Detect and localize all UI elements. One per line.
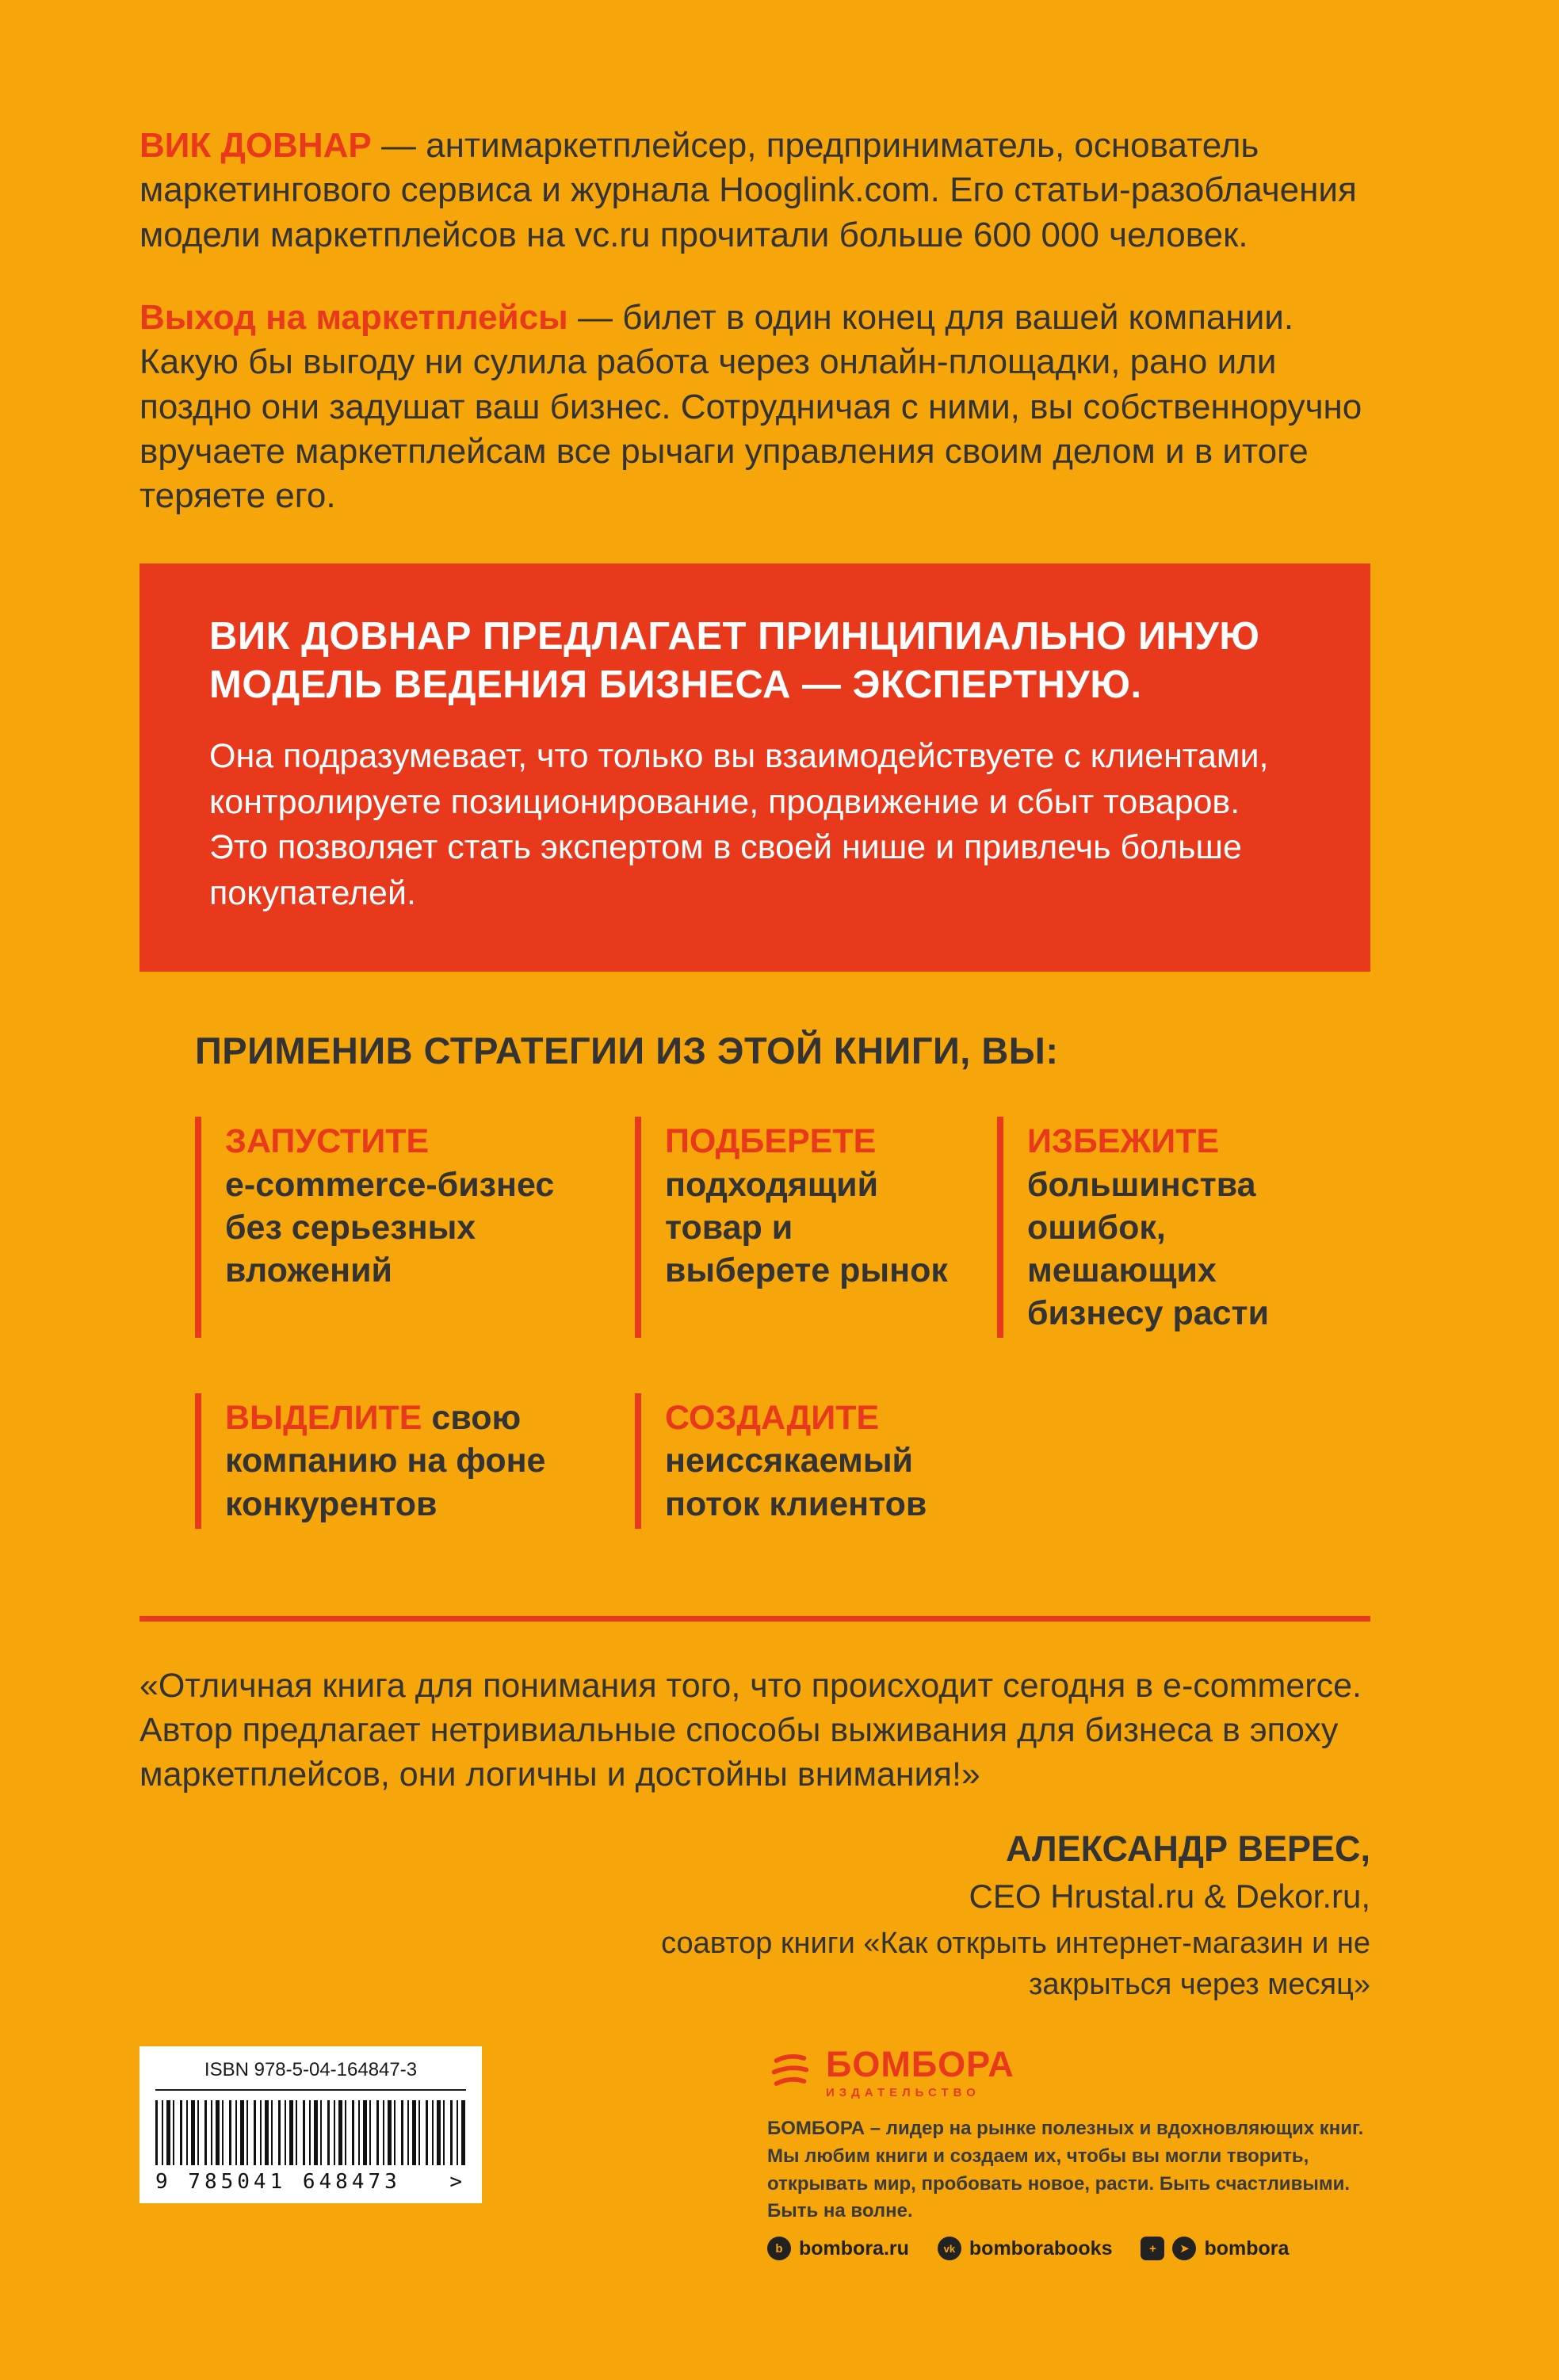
social-bombora-site: [767, 2237, 909, 2260]
marketplace-paragraph: [139, 296, 1375, 519]
highlight-box: [139, 563, 1370, 972]
reviewer-name: АЛЕКСАНДР ВЕРЕС,: [1006, 1828, 1370, 1870]
isbn-text: ISBN 978-5-04-164847-3: [155, 2059, 466, 2091]
intro-section: [139, 124, 1375, 519]
strategy-text: подходящий товар и выберете рынок: [665, 1165, 948, 1289]
review-quote-section: [139, 1664, 1370, 1797]
social-links-row: [767, 2237, 1370, 2260]
strategy-text: e-commerce-бизнес без серьезных вложений: [225, 1165, 555, 1289]
review-attribution: [139, 1828, 1370, 2005]
strategy-item-launch: [195, 1117, 635, 1338]
publisher-name-wrap: [826, 2046, 1014, 2099]
publisher-name: БОМБОРА: [826, 2044, 1014, 2085]
strategies-grid: [195, 1117, 1379, 1528]
footer: [139, 2046, 1370, 2260]
red-divider: [139, 1616, 1370, 1622]
strategy-lead: ЗАПУСТИТЕ: [225, 1122, 430, 1161]
strategy-lead: СОЗДАДИТЕ: [665, 1399, 880, 1438]
barcode-digits: 9 785041 648473: [155, 2170, 401, 2195]
strategy-text: большинства ошибок, мешающих бизнесу расти: [1027, 1165, 1270, 1333]
publisher-about-text: БОМБОРА – лидер на рынке полезных и вдохновляющих книг. Мы любим книги и создаем их, чтобы вы могли творить, открывать мир, пробовать новое, расти. Быть счастливыми. Быть на волне.: [767, 2118, 1364, 2222]
strategies-heading: ПРИМЕНИВ СТРАТЕГИИ ИЗ ЭТОЙ КНИГИ, ВЫ:: [195, 1030, 1059, 1072]
highlight-title: ВИК ДОВНАР ПРЕДЛАГАЕТ ПРИНЦИПИАЛЬНО ИНУЮ МОДЕЛЬ ВЕДЕНИЯ БИЗНЕСА — ЭКСПЕРТНУЮ.: [209, 614, 1260, 707]
review-quote-text: «Отличная книга для понимания того, что происходит сегодня в e-commerce. Автор предлагает нетривиальные способы выживания для бизнеса в эпоху маркетплейсов, они логичны и достойны внимания!»: [139, 1666, 1362, 1794]
telegram-icon: ➤: [1172, 2237, 1196, 2260]
author-paragraph-text: — антимаркетплейсер, предприниматель, основатель маркетингового сервиса и журнала Hooglink.com. Его статьи-разоблачения модели маркетплейсов на vc.ru прочитали больше 600 000 человек.: [139, 126, 1357, 254]
reviewer-note: соавтор книги «Как открыть интернет-магазин и не закрыться через месяц»: [661, 1927, 1370, 2001]
social-label: bombora: [1204, 2237, 1290, 2260]
strategy-lead: ПОДБЕРЕТЕ: [665, 1122, 877, 1161]
strategy-item-create-flow: [635, 1393, 997, 1529]
marketplace-paragraph-text: — билет в один конец для вашей компании. Какую бы выгоду ни сулила работа через онлайн-площадки, рано или поздно они задушат ваш бизнес. Сотрудничая с ними, вы собственноручно вручаете маркетплейсам все рычаги управления своим делом и в итоге теряете его.: [139, 297, 1362, 516]
strategy-text: свою компанию на фоне конкурентов: [225, 1399, 546, 1523]
barcode-bars: [155, 2100, 466, 2165]
barcode-arrow: >: [449, 2170, 466, 2195]
social-label: bombora.ru: [799, 2237, 909, 2260]
book-back-cover: [0, 124, 1559, 2380]
plus-icon: +: [1141, 2237, 1164, 2260]
author-name-lead: ВИК ДОВНАР: [139, 126, 372, 165]
social-telegram: [1141, 2237, 1289, 2260]
reviewer-role: CEO Hrustal.ru & Dekor.ru,: [969, 1878, 1370, 1916]
vk-icon: vk: [938, 2237, 961, 2260]
barcode-box: [139, 2046, 482, 2203]
strategy-lead: ИЗБЕЖИТЕ: [1027, 1122, 1220, 1161]
strategy-text: неиссякаемый поток клиентов: [665, 1442, 927, 1523]
bombora-logo-icon: [767, 2048, 813, 2098]
author-paragraph: [139, 124, 1375, 258]
strategy-item-pick-product: [635, 1117, 997, 1338]
publisher-subtitle: ИЗДАТЕЛЬСТВО: [826, 2086, 980, 2100]
highlight-body: Она подразумевает, что только вы взаимодействуете с клиентами, контролируете позиционирование, продвижение и сбыт товаров. Это позволяет стать экспертом в своей нише и привлечь больше покупателей.: [209, 736, 1269, 912]
strategy-item-stand-out: [195, 1393, 635, 1529]
social-vk: [938, 2237, 1113, 2260]
publisher-block: [767, 2046, 1370, 2260]
strategy-lead: ВЫДЕЛИТЕ: [225, 1399, 422, 1438]
marketplace-lead: Выход на маркетплейсы: [139, 297, 568, 337]
social-label: bomborabooks: [969, 2237, 1113, 2260]
bombora-circle-icon: b: [767, 2237, 791, 2260]
strategy-item-avoid-mistakes: [997, 1117, 1379, 1338]
publisher-logo-row: [767, 2046, 1370, 2099]
barcode-digits-row: [155, 2170, 466, 2194]
